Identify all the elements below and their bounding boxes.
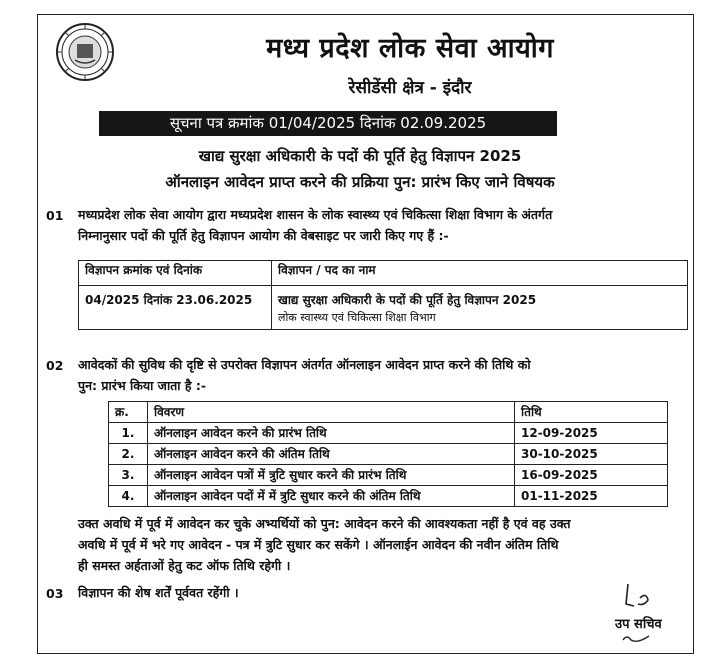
- para-2-continuation: [78, 513, 571, 576]
- table-row: [109, 423, 668, 444]
- para-number-1: 01: [46, 208, 64, 223]
- adv-number-cell: 04/2025 दिनांक 23.06.2025: [79, 286, 272, 330]
- table-row: [109, 444, 668, 465]
- row-number: 4.: [109, 486, 148, 507]
- row-number: 3.: [109, 465, 148, 486]
- schedule-header-date: तिथि: [515, 402, 668, 423]
- para-2-line-2: पुन: प्रारंभ किया जाता है :-: [78, 378, 207, 393]
- schedule-header-num: क्र.: [109, 402, 148, 423]
- adv-title-cell: [272, 286, 688, 330]
- org-location: रेसीडेंसी क्षेत्र - इंदौर: [348, 78, 472, 98]
- para-3-text: विज्ञापन की शेष शर्तें पूर्ववत रहेंगी ।: [78, 585, 239, 600]
- para-1-text: [78, 204, 552, 246]
- row-number: 1.: [109, 423, 148, 444]
- notice-number-bar: सूचना पत्र क्रमांक 01/04/2025 दिनांक 02.09.2025: [99, 111, 557, 136]
- para-number-3: 03: [46, 586, 64, 601]
- para-2b-line-2: अवधि में पूर्व में भरे गए आवेदन - पत्र में त्रुटि सुधार कर सकेंगे । ऑनलाईन आवेदन की नवीन अंतिम तिथि: [78, 537, 559, 552]
- signature-mark: [610, 582, 670, 612]
- org-title: मध्य प्रदेश लोक सेवा आयोग: [266, 33, 554, 64]
- adv-header-number: विज्ञापन क्रमांक एवं दिनांक: [79, 261, 272, 286]
- subject-line-2: ऑनलाइन आवेदन प्राप्त करने की प्रक्रिया पुन: प्रारंभ किए जाने विषयक: [165, 173, 555, 191]
- para-2b-line-3: ही समस्त अर्हताओं हेतु कट ऑफ तिथि रहेगी ।: [78, 558, 291, 573]
- row-description: ऑनलाइन आवेदन करने की प्रारंभ तिथि: [148, 423, 515, 444]
- row-date: 01-11-2025: [515, 486, 668, 507]
- row-description: ऑनलाइन आवेदन पदों में में त्रुटि सुधार करने की अंतिम तिथि: [148, 486, 515, 507]
- para-number-2: 02: [46, 358, 64, 373]
- signatory-designation: उप सचिव: [615, 617, 662, 632]
- subject-line-1: खाद्य सुरक्षा अधिकारी के पदों की पूर्ति हेतु विज्ञापन 2025: [198, 147, 522, 165]
- row-date: 12-09-2025: [515, 423, 668, 444]
- para-1-line-1: मध्यप्रदेश लोक सेवा आयोग द्वारा मध्यप्रदेश शासन के लोक स्वास्थ्य एवं चिकित्सा शिक्षा विभाग के अंतर्गत: [78, 207, 553, 222]
- row-date: 30-10-2025: [515, 444, 668, 465]
- adv-department: लोक स्वास्थ्य एवं चिकित्सा शिक्षा विभाग: [278, 311, 436, 324]
- advertisement-table: [78, 260, 688, 330]
- schedule-table: [108, 401, 668, 507]
- adv-title: खाद्य सुरक्षा अधिकारी के पदों की पूर्ति हेतु विज्ञापन 2025: [278, 293, 537, 307]
- mppsc-seal-logo: [55, 22, 115, 82]
- para-1-line-2: निम्नानुसार पदों की पूर्ति हेतु विज्ञापन आयोग की वेबसाइट पर जारी किए गए हैं :-: [78, 228, 449, 243]
- para-2-text: [78, 354, 531, 396]
- signature-flourish: [615, 630, 665, 646]
- schedule-header-desc: विवरण: [148, 402, 515, 423]
- row-number: 2.: [109, 444, 148, 465]
- para-2b-line-1: उक्त अवधि में पूर्व में आवेदन कर चुके अभ्यर्थियों को पुन: आवेदन करने की आवश्यकता नहीं है एवं वह उक्त: [78, 516, 571, 531]
- para-2-line-1: आवेदकों की सुविध की दृष्टि से उपरोक्त विज्ञापन अंतर्गत ऑनलाइन आवेदन प्राप्त करने की तिथि को: [78, 357, 531, 372]
- row-description: ऑनलाइन आवेदन करने की अंतिम तिथि: [148, 444, 515, 465]
- adv-header-title: विज्ञापन / पद का नाम: [272, 261, 688, 286]
- table-row: [109, 486, 668, 507]
- row-description: ऑनलाइन आवेदन पत्रों में त्रुटि सुधार करने की प्रारंभ तिथि: [148, 465, 515, 486]
- table-row: [109, 465, 668, 486]
- row-date: 16-09-2025: [515, 465, 668, 486]
